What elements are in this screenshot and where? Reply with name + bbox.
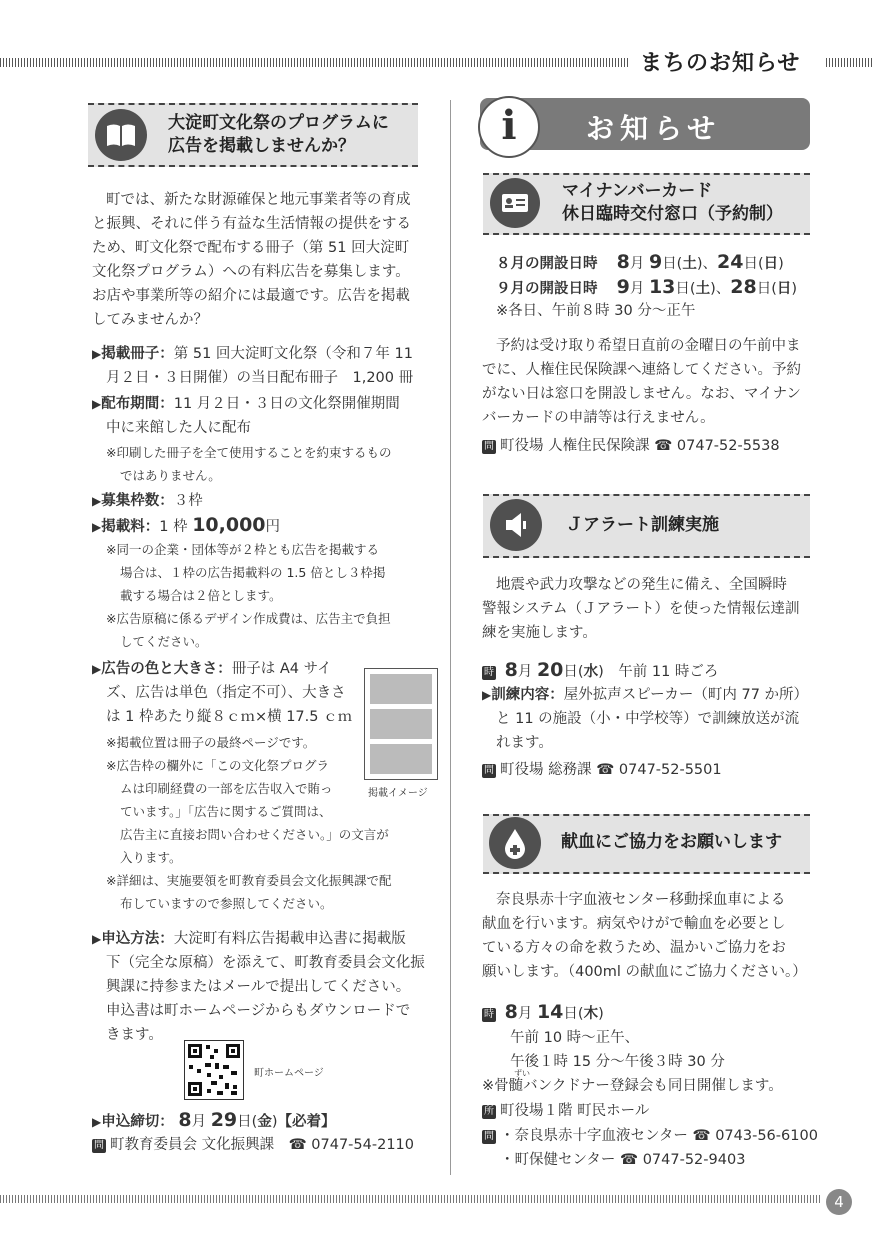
jalert-heading: Ｊアラート訓練実施 xyxy=(566,515,719,535)
ad-image-caption: 掲載イメージ xyxy=(368,788,428,799)
blood-place: 所 町役場１階 町民ホール xyxy=(484,1103,650,1119)
section-title: まちのお知らせ xyxy=(640,51,801,76)
fee-item: ▶掲載料：1 枠 10,000円 xyxy=(92,514,281,536)
jalert-time: 時 8月 20日(水) 午前 11 時ごろ xyxy=(484,659,719,681)
header-stripe-right xyxy=(826,58,874,67)
size-item: ▶広告の色と大きさ：冊子は A4 サイ ズ、広告は単色（指定不可）、大きさ は 1 枠あたり縦８ｃｍ×横 17.5 ｃｍ xyxy=(92,661,353,725)
period-item: ▶配布期間：11 月２日・３日の文化祭開催期間 中に来館した人に配布 xyxy=(92,396,400,436)
ad-heading: 大淀町文化祭のプログラムに 広告を掲載しませんか？ xyxy=(168,113,389,156)
period-note: ※印刷した冊子を全て使用することを約束するもの ではありません。 xyxy=(106,445,392,483)
id-card-icon xyxy=(490,178,540,228)
speaker-icon xyxy=(490,499,542,551)
jalert-contact: 問 町役場 総務課 ☎ 0747-52-5501 xyxy=(484,762,722,778)
mynumber-aug-dates: ８月の開設日時 8月 9日(土)、24日(日) xyxy=(496,251,784,273)
mynumber-contact: 問 町役場 人権住民保険課 ☎ 0747-52-5538 xyxy=(484,438,780,454)
blood-body: 奈良県赤十字血液センター移動採血車による 献血を行います。病気やけがで輸血を必要とし ている方々の命を救うため、温かいご協力をお 願いします。（400ml の献血にご協力ください。） xyxy=(482,892,807,980)
mynumber-heading: マイナンバーカード 休日臨時交付窓口（予約制） xyxy=(562,181,783,224)
book-icon xyxy=(95,109,147,161)
qr-caption: 町ホームページ xyxy=(254,1068,324,1079)
blood-time: 時 8月 14日(木) 午前 10 時～正午、 午後１時 15 分～午後３時 30 分 xyxy=(484,1001,725,1070)
page-number: 4 xyxy=(826,1189,852,1215)
phone-number: ☎ 0747-52-5538 xyxy=(654,438,780,454)
slots-item: ▶募集枠数：３枠 xyxy=(92,493,203,509)
mynumber-sep-dates: ９月の開設日時 9月 13日(土)、28日(日) xyxy=(496,276,798,298)
fee-notes: ※同一の企業・団体等が２枠とも広告を掲載する 場合は、１枠の広告掲載料の 1.5 倍とし３枠掲 載する場合は２倍とします。 ※広告原稿に係るデザイン作成費は、広告主で負担 してください。 xyxy=(106,542,391,649)
booklet-item: ▶掲載冊子：第 51 回大淀町文化祭（令和７年 11 月２日・３日開催）の当日配布冊子 1,200 冊 xyxy=(92,346,414,386)
qr-code[interactable] xyxy=(184,1040,244,1100)
phone-number: ☎ 0747-54-2110 xyxy=(288,1137,414,1153)
ad-contact: 問 町教育委員会 文化振興課 ☎ 0747-54-2110 xyxy=(94,1137,414,1153)
apply-item: ▶申込方法：大淀町有料広告掲載申込書に掲載版 下（完全な原稿）を添えて、町教育委員会文化振 興課に持参またはメールで提出してください。 申込書は町ホームページからもダウンロードで きます。 xyxy=(92,931,425,1043)
blood-contact: 問 ・奈良県赤十字血液センター ☎ 0743-56-6100 ・町保健センター ☎ 0747-52-9403 xyxy=(484,1128,818,1168)
ad-intro: 町では、新たな財源確保と地元事業者等の育成 と振興、それに伴う有益な生活情報の提供をする ため、町文化祭で配布する冊子（第 51 回大淀町 文化祭プログラム）への有料広告を募集します。 お店や事業所等の紹介には最適です。広告を掲載 してみませんか？ xyxy=(92,192,411,328)
blood-note: ※骨髄バンクドナー登録会も同日開催します。 xyxy=(482,1078,783,1094)
deadline-item: ▶申込締切： 8月 29日(金)【必着】 xyxy=(92,1109,336,1131)
size-notes: ※掲載位置は冊子の最終ページです。 ※広告枠の欄外に「この文化祭プログラ ムは印刷経費の一部を広告収入で賄っ ています。」「広告に関するご質問は、 広告主に直接お問い合わせください。」の文言が 入ります。 ※詳細は、実施要領を町教育委員会文化振興課で配 布していますので参照してください。 xyxy=(106,735,392,911)
footer-stripe xyxy=(0,1195,820,1203)
jalert-body: 地震や武力攻撃などの発生に備え、全国瞬時 警報システム（Ｊアラート）を使った情報伝達訓 練を実施します。 xyxy=(482,577,800,641)
notice-banner-title: お知らせ xyxy=(586,112,722,145)
ad-layout-image xyxy=(364,668,438,780)
phone-number: ☎ 0747-52-5501 xyxy=(596,762,722,778)
info-icon: i xyxy=(478,96,540,158)
blood-drop-icon xyxy=(489,817,541,869)
jalert-content: ▶訓練内容：屋外拡声スピーカー（町内 77 か所） と 11 の施設（小・中学校等）で訓練放送が流 れます。 xyxy=(482,687,809,751)
furigana: ずい xyxy=(514,1069,530,1078)
column-divider xyxy=(450,100,451,1175)
mynumber-body: 予約は受け取り希望日直前の金曜日の午前中ま でに、人権住民保険課へ連絡してください。予約 がない日は窓口を開設しません。なお、マイナン バーカードの申請等は行えません。 xyxy=(482,338,801,426)
blood-heading: 献血にご協力をお願いします xyxy=(561,832,782,852)
header-stripe-left xyxy=(0,58,630,67)
mynumber-time-note: ※各日、午前８時 30 分～正午 xyxy=(496,303,696,319)
